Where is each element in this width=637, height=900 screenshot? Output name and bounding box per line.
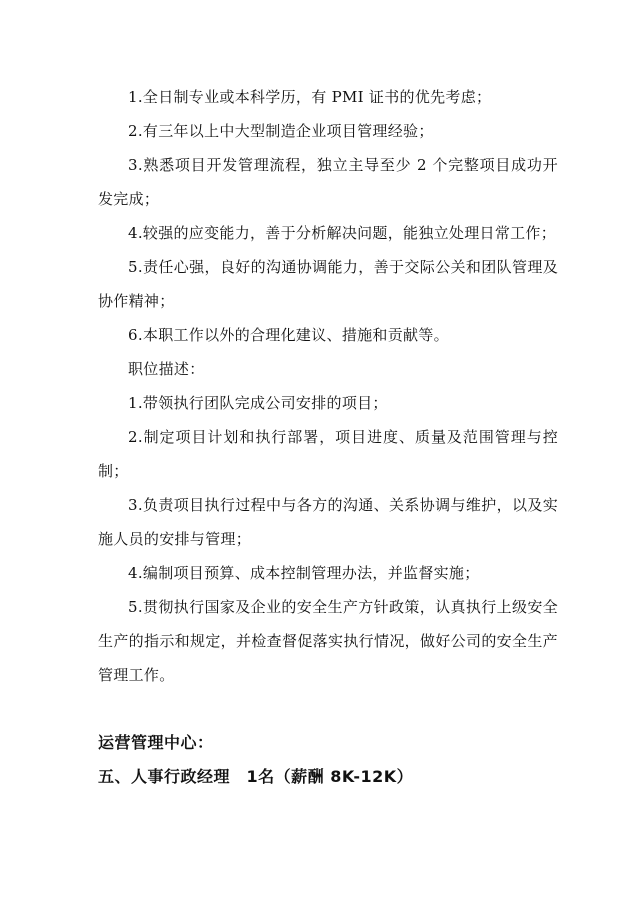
description-item-3: 3.负责项目执行过程中与各方的沟通、关系协调与维护，以及实施人员的安排与管理；: [98, 496, 558, 548]
description-heading: 职位描述：: [128, 360, 205, 378]
position-title: 五、人事行政经理 1名（薪酬 8K-12K）: [98, 767, 414, 786]
description-item-2: 2.制定项目计划和执行部署，项目进度、质量及范围管理与控制；: [98, 428, 558, 480]
description-item-1: 1.带领执行团队完成公司安排的项目；: [128, 394, 388, 412]
section-spacer: [98, 692, 558, 726]
requirement-item-4: 4.较强的应变能力，善于分析解决问题，能独立处理日常工作；: [128, 224, 557, 242]
requirement-item-2: 2.有三年以上中大型制造企业项目管理经验；: [128, 122, 434, 140]
requirement-item-6: 6.本职工作以外的合理化建议、措施和贡献等。: [128, 326, 449, 344]
department-heading: 运营管理中心：: [98, 733, 214, 752]
description-item-5: 5.贯彻执行国家及企业的安全生产方针政策，认真执行上级安全生产的指示和规定，并检查督促落实执行情况，做好公司的安全生产管理工作。: [98, 598, 558, 684]
description-item-4: 4.编制项目预算、成本控制管理办法，并监督实施；: [128, 564, 480, 582]
requirement-item-1: 1.全日制专业或本科学历，有 PMI 证书的优先考虑；: [128, 88, 492, 106]
document-body: [98, 80, 558, 794]
requirement-item-5: 5.责任心强，良好的沟通协调能力，善于交际公关和团队管理及协作精神；: [98, 258, 558, 310]
requirement-item-3: 3.熟悉项目开发管理流程，独立主导至少 2 个完整项目成功开发完成；: [98, 156, 558, 208]
